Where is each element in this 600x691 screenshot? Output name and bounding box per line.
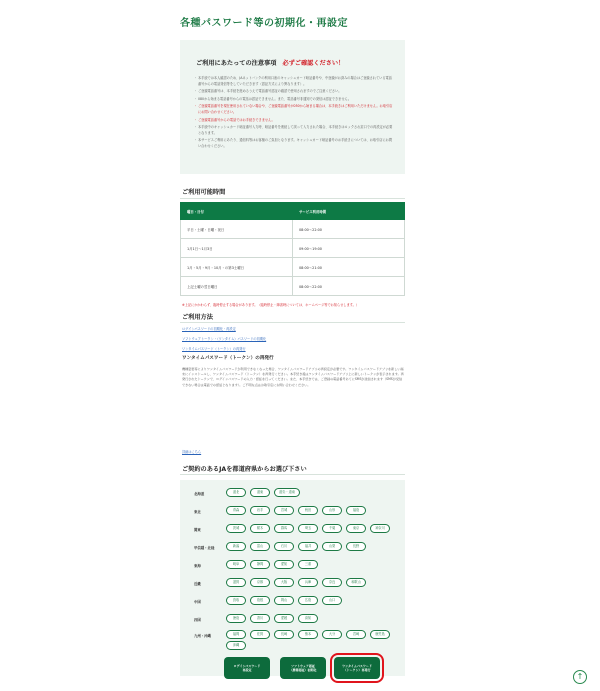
region-row bbox=[180, 524, 405, 536]
pref-button[interactable]: 和歌山 bbox=[346, 578, 366, 587]
scroll-top-icon[interactable]: ↑ bbox=[573, 670, 587, 684]
hours-day: 1月1日〜1月3日 bbox=[181, 239, 293, 258]
region-row bbox=[180, 488, 405, 500]
button-line: ログインパスワード bbox=[233, 663, 261, 668]
pref-button[interactable]: 香川 bbox=[250, 614, 270, 623]
link-software-token[interactable]: ソフトウェアトークン・（ワンタイム）パスワードの初期化 bbox=[182, 337, 267, 341]
hours-time: 08:00〜22:00 bbox=[293, 220, 405, 239]
pref-button[interactable]: 岐阜 bbox=[226, 560, 246, 569]
hours-table bbox=[180, 202, 405, 296]
pref-button[interactable]: 徳島 bbox=[226, 614, 246, 623]
pref-button[interactable]: 広島 bbox=[298, 596, 318, 605]
region-label: 中国 bbox=[194, 600, 201, 604]
notice-item-alert: ・ ご登録電話番号を現在使用されていない場合や、ご登録電話番号が050から始まる場合は、本手続きはご利用いただけません。お取引店にお問い合わせください。 bbox=[194, 104, 394, 115]
link-more[interactable]: 詳細はこちら bbox=[182, 450, 202, 454]
notice-item-alert: ・ ご登録電話番号からの電話ではお手続きできません。 bbox=[194, 118, 394, 124]
pref-button[interactable]: 佐賀 bbox=[250, 630, 270, 639]
notice-item: ・ 本手続中のキャッシュカード暗証番号入力時、暗証番号を連続して誤って入力された場合、本手続きはロックされ窓口での再設定が必要となります。 bbox=[194, 125, 394, 136]
region-row bbox=[180, 560, 405, 572]
divider bbox=[180, 474, 405, 475]
pref-button[interactable]: 秋田 bbox=[298, 506, 318, 515]
pref-button[interactable]: 鳥取 bbox=[226, 596, 246, 605]
pref-button[interactable]: 鹿児島 bbox=[370, 630, 390, 639]
pref-button[interactable]: 新潟 bbox=[226, 542, 246, 551]
notice-item: ・ 本手続では本人確認のため、JAネットバンクの利用口座のキャッシュカード暗証番号や、中登録がお済みの場合はご登録されている電話番号からの電話発信等をしていただきます（認証方式により異なります）。 bbox=[194, 76, 394, 87]
pref-button[interactable]: 宮城 bbox=[274, 506, 294, 515]
divider bbox=[180, 198, 405, 199]
region-row bbox=[180, 578, 405, 590]
region-label: 四国 bbox=[194, 618, 201, 622]
hours-header-row bbox=[181, 203, 405, 220]
pref-button[interactable]: 大阪 bbox=[274, 578, 294, 587]
prefs-panel bbox=[180, 480, 405, 676]
hours-day: 1月・5月・9月・10月・の第3土曜日 bbox=[181, 258, 293, 277]
table-row bbox=[181, 277, 405, 296]
onetime-token-reissue-button[interactable] bbox=[334, 657, 380, 679]
link-onetime-reissue[interactable]: ワンタイムパスワード（トークン）の再発行 bbox=[182, 347, 246, 351]
prefs-title: ご契約のあるJAを都道府県からお選び下さい bbox=[182, 466, 307, 473]
pref-button[interactable]: 兵庫 bbox=[298, 578, 318, 587]
software-auth-init-button[interactable] bbox=[280, 657, 326, 679]
region-label: 近畿 bbox=[194, 582, 201, 586]
pref-button[interactable]: 栃木 bbox=[250, 524, 270, 533]
notice-item: ・ ご登録電話番号は、本手続を進めるうえで電話番号認証の確認で使用されますのでご注意ください。 bbox=[194, 89, 394, 95]
pref-button[interactable]: 山梨 bbox=[322, 542, 342, 551]
notice-item: ・ 本サービスご利用にあたり、通信料等はお客様のご負担となります。キャッシュカード暗証番号のお手続きについては、お取引店にお問い合わせください。 bbox=[194, 138, 394, 149]
pref-button[interactable]: 岩手 bbox=[250, 506, 270, 515]
pref-button[interactable]: 群馬 bbox=[274, 524, 294, 533]
method-title: ご利用方法 bbox=[182, 314, 213, 321]
table-row bbox=[181, 239, 405, 258]
region-label: 東海 bbox=[194, 564, 201, 568]
pref-button[interactable]: 長崎 bbox=[274, 630, 294, 639]
region-label: 甲信越・北陸 bbox=[194, 546, 215, 550]
region-row bbox=[180, 506, 405, 518]
pref-button[interactable]: 京都 bbox=[250, 578, 270, 587]
hours-day: 平日・土曜・日曜・祝日 bbox=[181, 220, 293, 239]
pref-button[interactable]: 沖縄 bbox=[226, 641, 246, 650]
region-row bbox=[180, 596, 405, 608]
hours-note: ※上記にかかわらず、臨時停止する場合があります。（臨時停止・障害時については、ホームページ等でお知らせします。） bbox=[182, 303, 359, 307]
pref-button[interactable]: 千葉 bbox=[322, 524, 342, 533]
pref-button[interactable]: 愛知 bbox=[274, 560, 294, 569]
pref-button[interactable]: 熊本 bbox=[298, 630, 318, 639]
pref-button[interactable]: 茨城 bbox=[226, 524, 246, 533]
method-paragraph: 機種変更等によりワンタイムパスワードが利用できなくなった場合、ワンタイムパスワードアプリの再設定が必要です。ワンタイムパスワードアプリを新しい端末にインストールし、ワンタイムパスワード（トークン）を再発行ください。本手続き後はワンタイムパスワードアプリ上に新しいトークンが表示されます。再発行されたトークンで、ログインパスワードの入力・認証を行ってください。また、本手続きでは、ご登録の電話番号あてにSMSが送信されます（SMSが受信できない場合は電話での認証となります）。ご不明な点はお取引店にお問い合わせください。 bbox=[182, 367, 404, 387]
hours-title: ご利用可能時間 bbox=[182, 189, 226, 196]
login-password-reset-button[interactable] bbox=[224, 657, 270, 679]
hours-time: 08:00〜21:00 bbox=[293, 258, 405, 277]
page-title: 各種パスワード等の初期化・再設定 bbox=[180, 18, 348, 29]
pref-button[interactable]: 神奈川 bbox=[370, 524, 390, 533]
region-label: 東北 bbox=[194, 510, 201, 514]
pref-button[interactable]: 石川 bbox=[274, 542, 294, 551]
button-line: ソフトウェア認証 bbox=[291, 663, 315, 668]
region-row bbox=[180, 614, 405, 626]
hours-time: 09:00〜19:00 bbox=[293, 239, 405, 258]
button-line: （携帯認証）初期化 bbox=[289, 668, 317, 672]
pref-button[interactable]: 東京 bbox=[346, 524, 366, 533]
hours-header-day: 曜日・日付 bbox=[181, 203, 293, 220]
table-row bbox=[181, 258, 405, 277]
pref-button[interactable]: 山形 bbox=[322, 506, 342, 515]
button-line: ワンタイムパスワード bbox=[342, 663, 372, 668]
region-label: 関東 bbox=[194, 528, 201, 532]
pref-button[interactable]: 山口 bbox=[322, 596, 342, 605]
method-subtitle: ワンタイムパスワード（トークン）の再発行 bbox=[182, 356, 274, 361]
pref-button[interactable]: 道央・道南 bbox=[274, 488, 300, 497]
pref-button[interactable]: 富山 bbox=[250, 542, 270, 551]
pref-button[interactable]: 青森 bbox=[226, 506, 246, 515]
pref-button[interactable]: 滋賀 bbox=[226, 578, 246, 587]
pref-button[interactable]: 岡山 bbox=[274, 596, 294, 605]
notice-item: ・ 080から始まる電話番号からの電話は認証できません。また、電話番号非通知での発信は認証できません。 bbox=[194, 97, 394, 103]
pref-button[interactable]: 宮崎 bbox=[346, 630, 366, 639]
region-row bbox=[180, 641, 405, 653]
pref-button[interactable]: 高知 bbox=[298, 614, 318, 623]
pref-button[interactable]: 福井 bbox=[298, 542, 318, 551]
pref-button[interactable]: 奈良 bbox=[322, 578, 342, 587]
notice-must-text: 必ずご確認ください！ bbox=[282, 60, 345, 67]
pref-button[interactable]: 福島 bbox=[346, 506, 366, 515]
pref-button[interactable]: 大分 bbox=[322, 630, 342, 639]
region-label: 北海道 bbox=[194, 492, 205, 496]
divider bbox=[180, 322, 405, 323]
notice-title-text: ご利用にあたっての注意事項 bbox=[196, 60, 277, 67]
region-row bbox=[180, 542, 405, 554]
hours-time: 08:00〜22:00 bbox=[293, 277, 405, 296]
pref-button[interactable]: 長野 bbox=[346, 542, 366, 551]
pref-button[interactable]: 福岡 bbox=[226, 630, 246, 639]
notice-panel bbox=[180, 40, 405, 174]
notice-title bbox=[196, 58, 344, 67]
pref-button[interactable]: 道東 bbox=[250, 488, 270, 497]
pref-button[interactable]: 静岡 bbox=[250, 560, 270, 569]
hours-header-time: サービス利用時間 bbox=[293, 203, 405, 220]
pref-button[interactable]: 三重 bbox=[298, 560, 318, 569]
pref-button[interactable]: 道北 bbox=[226, 488, 246, 497]
pref-button[interactable]: 島根 bbox=[250, 596, 270, 605]
link-login-password[interactable]: ログインパスワードの初期化・再設定 bbox=[182, 327, 236, 331]
notice-list bbox=[194, 76, 394, 152]
table-row bbox=[181, 220, 405, 239]
pref-button[interactable]: 埼玉 bbox=[298, 524, 318, 533]
pref-button[interactable]: 愛媛 bbox=[274, 614, 294, 623]
region-label: 九州・沖縄 bbox=[194, 634, 211, 638]
hours-day: 上記土曜の翌日曜日 bbox=[181, 277, 293, 296]
button-line: 再設定 bbox=[242, 668, 252, 672]
button-line: （トークン）再発行 bbox=[343, 668, 371, 672]
